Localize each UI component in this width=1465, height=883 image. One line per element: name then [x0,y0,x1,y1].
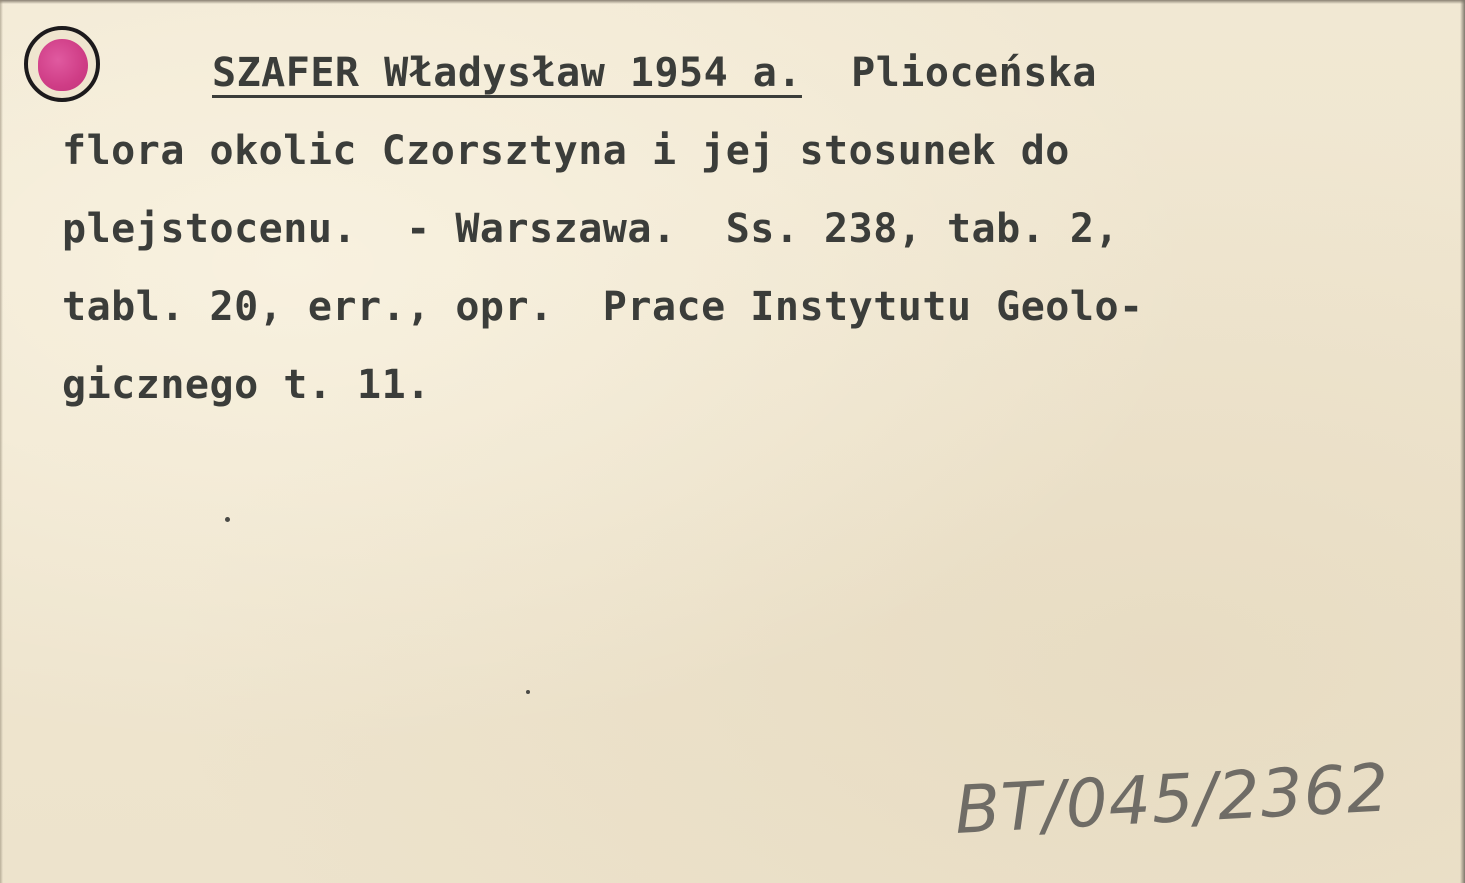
entry-line-5: gicznego t. 11. [62,362,431,408]
bibliographic-entry [62,42,1422,432]
author-heading: SZAFER Władysław 1954 a. [212,50,802,96]
card-edge-top [0,0,1465,4]
handwritten-catalog-number: BT/045/2362 [952,749,1392,849]
entry-line-1-rest: Plioceńska [801,50,1097,96]
card-edge-right [1460,0,1465,883]
entry-line-3: plejstocenu. - Warszawa. Ss. 238, tab. 2, [62,206,1120,252]
ink-speck [526,690,530,694]
ink-speck [225,517,230,522]
entry-line-1 [62,42,1422,120]
card-edge-left [0,0,3,883]
entry-line-2: flora okolic Czorsztyna i jej stosunek do [62,128,1070,174]
entry-line-4: tabl. 20, err., opr. Prace Instytutu Geolo- [62,284,1144,330]
